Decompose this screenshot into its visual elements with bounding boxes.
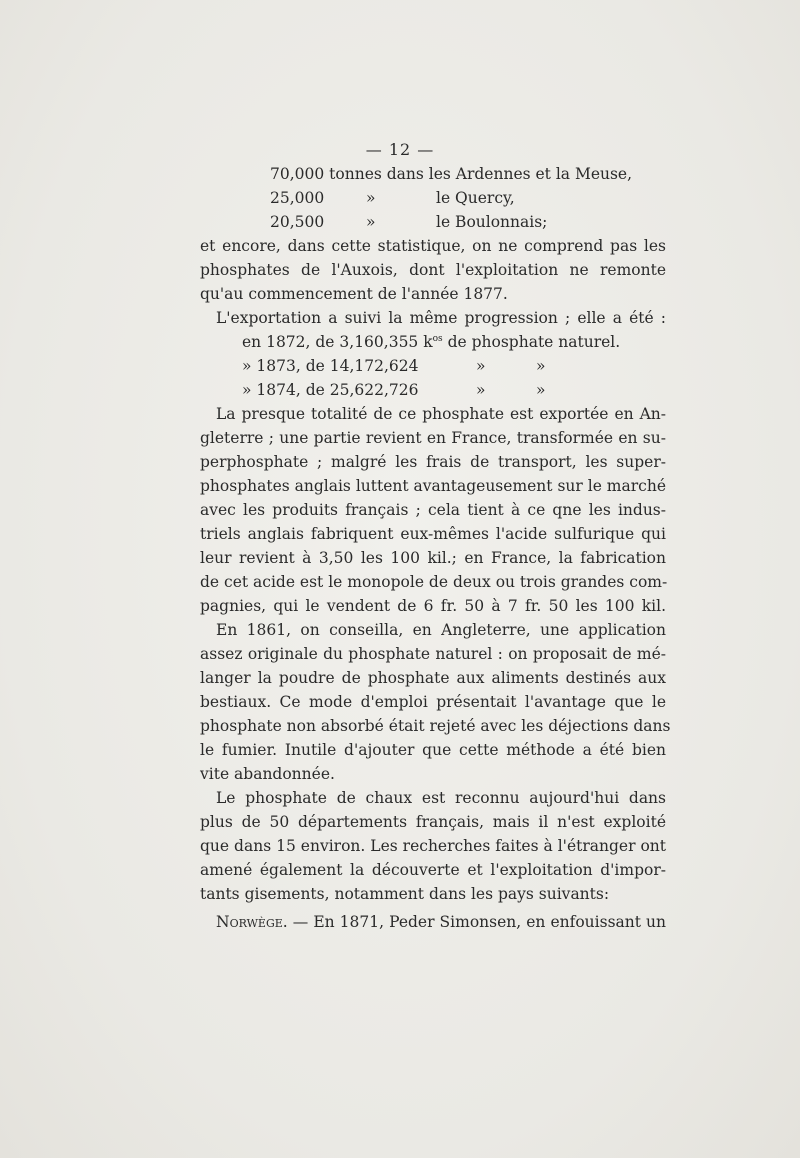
page-number: — 12 —	[365, 140, 435, 159]
export-row: » 1874, de 25,622,726 » »	[242, 381, 546, 399]
stat-line: 25,000 » le Quercy,	[270, 189, 515, 207]
section-heading: Norwège.	[216, 913, 288, 931]
section-norway	[200, 910, 666, 934]
export-stats	[200, 306, 666, 402]
export-intro: L'exportation a suivi la même progression ; elle a été :	[216, 309, 666, 327]
stat-line: 20,500 » le Boulonnais;	[270, 213, 548, 231]
production-stats	[200, 162, 666, 234]
stat-line: 70,000 tonnes dans les Ardennes et la Meuse,	[270, 165, 633, 183]
paragraph-export-england: La presque totalité de ce phosphate est exportée en An- gleterre ; une partie revient en France, transformée en su- perphosphate ; malgré les frais de transport, les super- phosphates anglais luttent avantageusement sur le marché avec les produits français ; cela tient à ce qne les indus- triels anglais fabriquent eux-mêmes l'acide sulfurique qui leur revient à 3,50 les 100 kil.; en France, la fabrication de cet acide est le monopole de deux ou trois grandes com- pagnies, qui le vendent de 6 fr. 50 à 7 fr. 50 les 100 kil.	[200, 405, 668, 615]
paragraph-1861: En 1861, on conseilla, en Angleterre, une application assez originale du phosphate naturel : on proposait de mé- langer la poudre de phosphate aux aliments destinés aux bestiaux. Ce mode d'emploi présentait l'avantage que le phosphate non absorbé était rejeté avec les déjections dans le fumier. Inutile d'ajouter que cette méthode a été bien vite abandonnée.	[200, 621, 671, 783]
section-text: — En 1871, Peder Simonsen, en enfouissant un	[292, 913, 666, 931]
export-row: en 1872, de 3,160,355 $k^{os}$ de phosphate naturel.	[242, 333, 621, 351]
paragraph-departements: Le phosphate de chaux est reconnu aujourd'hui dans plus de 50 départements français, mais il n'est exploité que dans 15 environ. Les recherches faites à l'étranger ont amené également la découverte et l'exploitation d'impor- tants gisements, notamment dans les pays suivants:	[200, 789, 666, 903]
export-row: » 1873, de 14,172,624 » »	[242, 357, 546, 375]
paragraph-auxois: et encore, dans cette statistique, on ne comprend pas les phosphates de l'Auxois, dont l'exploitation ne remonte qu'au commencement de l'année 1877.	[200, 237, 666, 303]
